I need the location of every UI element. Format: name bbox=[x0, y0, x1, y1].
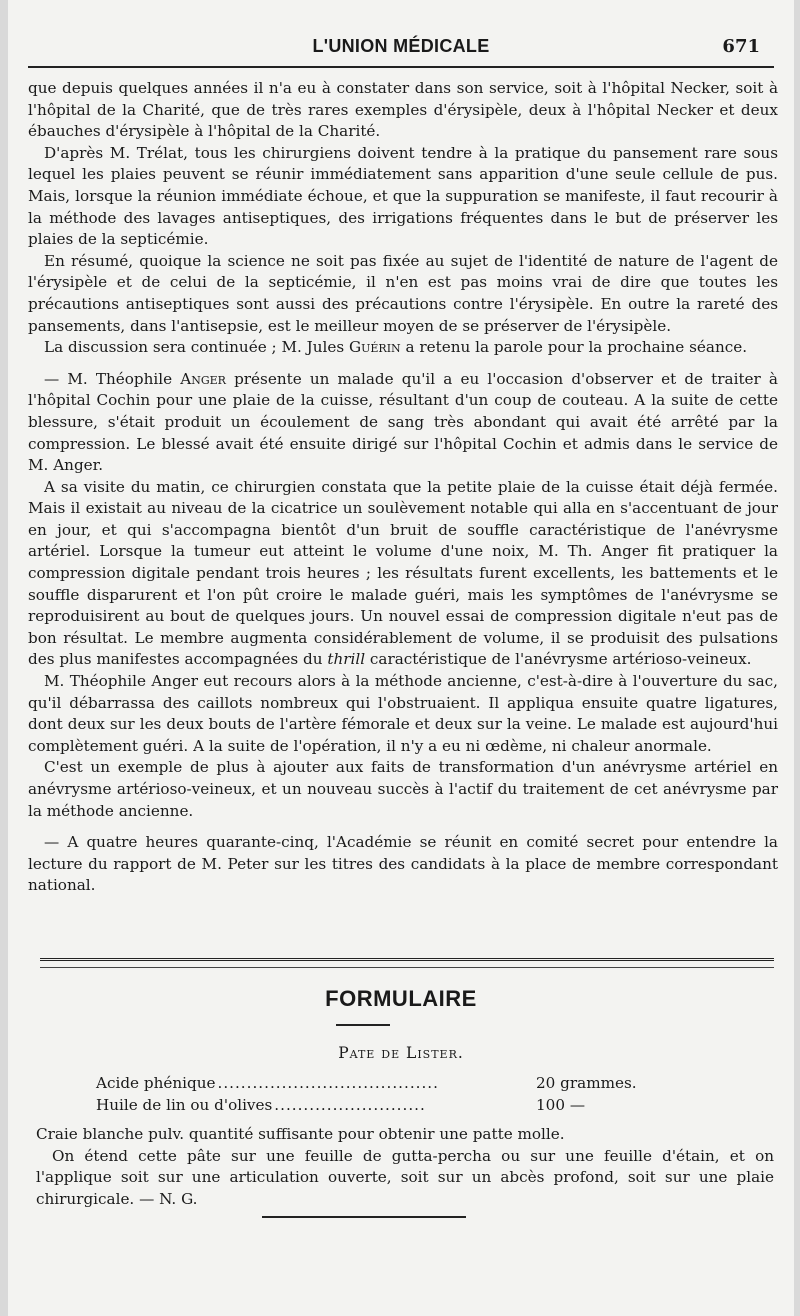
leader-dots: .......................... bbox=[274, 1096, 426, 1114]
journal-page bbox=[8, 0, 794, 1316]
italic-term: thrill bbox=[327, 650, 366, 669]
section-divider-thin bbox=[40, 967, 774, 968]
section-divider bbox=[40, 958, 774, 963]
ingredient-name: Huile de lin ou d'olives bbox=[96, 1096, 273, 1114]
paragraph: A sa visite du matin, ce chirurgien constata que la petite plaie de la cuisse était déjà fermée. Mais il existait au niveau de la cicatrice un soulèvement notable qui alla en s'accentuant de jour en jour, et qui s'accompagna bientôt d'un bruit de souffle caractéristique de l'anévrysme artériel. Lorsque la tumeur eut atteint le volume d'une noix, M. Th. Anger fit pratiquer la compression digitale pendant trois heures ; les résultats furent excellents, les battements et le souffle disparurent et l'on pût croire le malade guéri, mais les symptômes de l'anévrysme se reproduisirent au bout de quelques jours. Un nouvel essai de compression digitale n'eut pas de bon résultat. Le membre augmenta considérablement de volume, il se produisit des pulsations des plus manifestes accompagnées du thrill caractéristique de l'anévrysme artérioso-veineux. bbox=[28, 477, 778, 669]
paragraph: La discussion sera continuée ; M. Jules Guérin a retenu la parole pour la prochaine séance. bbox=[44, 338, 748, 357]
ingredient-quantity: 100 — bbox=[536, 1096, 586, 1114]
article-body bbox=[28, 78, 778, 897]
header-rule bbox=[28, 66, 774, 68]
paragraph: que depuis quelques années il n'a eu à constater dans son service, soit à l'hôpital Necker, soit à l'hôpital de la Charité, que de très rares exemples d'érysipèle, deux à l'hôpital Necker et deux ébauches d'érysipèle à l'hôpital de la Charité. bbox=[28, 79, 778, 141]
ingredient-quantity: 20 grammes. bbox=[536, 1074, 637, 1092]
ingredient-row bbox=[96, 1072, 656, 1094]
leader-dots: ...................................... bbox=[217, 1074, 439, 1092]
closing-rule bbox=[262, 1216, 466, 1218]
journal-title: L'UNION MÉDICALE bbox=[312, 36, 490, 56]
page-header bbox=[38, 30, 764, 64]
recipe-title: Pate de Lister. bbox=[338, 1044, 464, 1062]
title-underline bbox=[336, 1024, 390, 1026]
ingredient-list bbox=[96, 1072, 656, 1116]
paragraph: En résumé, quoique la science ne soit pas fixée au sujet de l'identité de nature de l'agent de l'érysipèle et de celui de la septicémie, il n'en est pas moins vrai de dire que toutes les précautions antiseptiques sont aussi des précautions contre l'érysipèle. En outre la rareté des pansements, dans l'antisepsie, est le meilleur moyen de se préserver de l'érysipèle. bbox=[28, 251, 778, 335]
recipe-instructions bbox=[36, 1124, 774, 1210]
paragraph: C'est un exemple de plus à ajouter aux faits de transformation d'un anévrysme artériel en anévrysme artérioso-veineux, et un nouveau succès à l'actif du traitement de cet anévrysme par la méthode ancienne. bbox=[28, 758, 778, 820]
paragraph: D'après M. Trélat, tous les chirurgiens doivent tendre à la pratique du pansement rare sous lequel les plaies peuvent se réunir immédiatement sans apparition d'une seule cellule de pus. Mais, lorsque la réunion immédiate échoue, et que la suppuration se manifeste, il faut recourir à la méthode des lavages antiseptiques, des irrigations fréquentes dans le but de préserver les plaies de la septicémie. bbox=[28, 143, 778, 249]
ingredient-name: Acide phénique bbox=[96, 1074, 216, 1092]
section-title: FORMULAIRE bbox=[325, 986, 477, 1011]
page-number: 671 bbox=[722, 36, 760, 57]
speaker-name: Guérin bbox=[349, 338, 401, 357]
speaker-name: Anger bbox=[180, 369, 226, 388]
paragraph: M. Théophile Anger eut recours alors à la méthode ancienne, c'est-à-dire à l'ouverture du sac, qu'il débarrassa des caillots nombreux qui l'obstruaient. Il appliqua ensuite quatre ligatures, dont deux sur les deux bouts de l'artère fémorale et deux sur la veine. Le malade est aujourd'hui complètement guéri. A la suite de l'opération, il n'y a eu ni œdème, ni chaleur anormale. bbox=[28, 672, 778, 755]
instruction-paragraph: On étend cette pâte sur une feuille de gutta-percha ou sur une feuille d'étain, et on l'applique soit sur une articulation ouverte, soit sur un abcès profond, soit sur une plaie chirurgicale. — N. G. bbox=[36, 1146, 774, 1208]
paragraph: — A quatre heures quarante-cinq, l'Académie se réunit en comité secret pour entendre la lecture du rapport de M. Peter sur les titres des candidats à la place de membre correspondant national. bbox=[28, 833, 778, 895]
ingredient-row bbox=[96, 1094, 656, 1116]
instruction-line: Craie blanche pulv. quantité suffisante pour obtenir une patte molle. bbox=[36, 1125, 565, 1143]
paragraph: — M. Théophile Anger présente un malade qu'il a eu l'occasion d'observer et de traiter à l'hôpital Cochin pour une plaie de la cuisse, résultant d'un coup de couteau. A la suite de cette blessure, s'était produit un écoulement de sang très abondant qui avait été arrêté par la compression. Le blessé avait été ensuite dirigé sur l'hôpital Cochin et admis dans le service de M. Anger. bbox=[28, 369, 778, 475]
